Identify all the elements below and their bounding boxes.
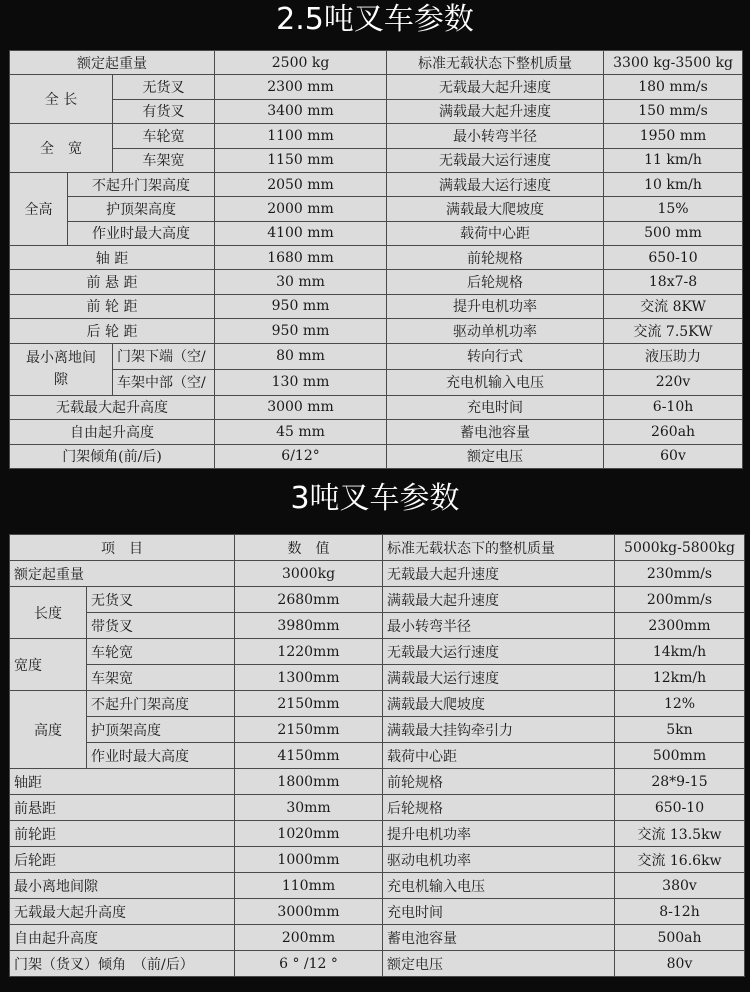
spec-label: 载荷中心距 [387, 221, 604, 245]
spec-label: 无载最大起升高度 [10, 899, 235, 925]
spec-value: 110mm [235, 873, 383, 899]
table-row [10, 613, 745, 639]
spec-value: 500ah [615, 925, 745, 951]
spec-value: 28*9-15 [615, 769, 745, 795]
spec-value: 8-12h [615, 899, 745, 925]
spec-label: 额定起重量 [10, 51, 215, 75]
table-row [10, 420, 743, 444]
spec-label: 前轮规格 [387, 246, 604, 270]
spec-value: 12km/h [615, 665, 745, 691]
spec-sublabel: 不起升门架高度 [87, 691, 235, 717]
spec-label: 无载最大运行速度 [383, 639, 615, 665]
spec-sublabel: 无货叉 [87, 587, 235, 613]
spec-value: 6-10h [604, 395, 743, 419]
spec-value: 15% [604, 197, 743, 221]
table-row [10, 743, 745, 769]
spec-label: 无载最大起升高度 [10, 395, 215, 419]
spec-value: 30 mm [215, 270, 387, 294]
spec-value: 200mm/s [615, 587, 745, 613]
spec-table-2-5t [9, 50, 742, 469]
spec-value: 交流 7.5KW [604, 319, 743, 343]
spec-sublabel: 不起升门架高度 [68, 172, 215, 196]
spec-label: 载荷中心距 [383, 743, 615, 769]
spec-label: 最小转弯半径 [383, 613, 615, 639]
spec-label: 额定起重量 [10, 561, 235, 587]
spec-value: 2000 mm [215, 197, 387, 221]
spec-label: 最小离地间隙 [10, 873, 235, 899]
spec-group-label: 高度 [10, 691, 87, 769]
table-row [10, 795, 745, 821]
spec-sublabel: 作业时最大高度 [68, 221, 215, 245]
spec-value: 3400 mm [215, 99, 387, 123]
spec-value: 3980mm [235, 613, 383, 639]
spec-label: 标准无载状态下的整机质量 [383, 535, 615, 561]
spec-value: 220v [604, 369, 743, 395]
table-header-row [10, 535, 745, 561]
spec-value: 3000kg [235, 561, 383, 587]
spec-value: 60v [604, 444, 743, 469]
spec-sublabel: 车轮宽 [113, 124, 215, 148]
spec-value: 4150mm [235, 743, 383, 769]
table-row [10, 246, 743, 270]
spec-label: 充电机输入电压 [383, 873, 615, 899]
table-row [10, 51, 743, 75]
table-row [10, 221, 743, 245]
spec-value: 2050 mm [215, 172, 387, 196]
spec-label: 蓄电池容量 [383, 925, 615, 951]
spec-value: 4100 mm [215, 221, 387, 245]
spec-group-label: 全高 [10, 172, 68, 245]
spec-label: 轴 距 [10, 246, 215, 270]
spec-value: 2150mm [235, 717, 383, 743]
table-row [10, 821, 745, 847]
spec-sublabel: 车轮宽 [87, 639, 235, 665]
spec-sublabel: 门架下端（空/ [113, 343, 215, 369]
spec-value: 3000 mm [215, 395, 387, 419]
spec-sublabel: 车架宽 [87, 665, 235, 691]
spec-group-label: 全 长 [10, 75, 113, 124]
spec-label: 满载最大爬坡度 [387, 197, 604, 221]
spec-label: 无载最大运行速度 [387, 148, 604, 172]
spec-label: 后 轮 距 [10, 319, 215, 343]
spec-label: 充电时间 [383, 899, 615, 925]
spec-group-label: 长度 [10, 587, 87, 639]
spec-value: 2150mm [235, 691, 383, 717]
spec-value: 6 ° /12 ° [235, 951, 383, 977]
spec-label: 满载最大起升速度 [383, 587, 615, 613]
spec-value: 650-10 [615, 795, 745, 821]
spec-label: 提升电机功率 [387, 294, 604, 318]
table-row [10, 395, 743, 419]
column-header-item: 项 目 [10, 535, 235, 561]
spec-sublabel: 有货叉 [113, 99, 215, 123]
spec-sublabel: 护顶架高度 [87, 717, 235, 743]
spec-value: 500 mm [604, 221, 743, 245]
table-row [10, 319, 743, 343]
table-row [10, 148, 743, 172]
spec-value: 130 mm [215, 369, 387, 395]
table-row [10, 75, 743, 99]
table-row [10, 951, 745, 977]
spec-sublabel: 无货叉 [113, 75, 215, 99]
spec-label: 门架（货叉）倾角 （前/后） [10, 951, 235, 977]
spec-label: 充电时间 [387, 395, 604, 419]
spec-value: 11 km/h [604, 148, 743, 172]
spec-value: 1300mm [235, 665, 383, 691]
spec-value: 交流 8KW [604, 294, 743, 318]
spec-value: 650-10 [604, 246, 743, 270]
spec-value: 80v [615, 951, 745, 977]
table-row [10, 587, 745, 613]
section2-banner [0, 476, 750, 522]
spec-label: 前 悬 距 [10, 270, 215, 294]
spec-value: 18x7-8 [604, 270, 743, 294]
table-row [10, 899, 745, 925]
spec-label: 门架倾角(前/后) [10, 444, 215, 469]
spec-label: 自由起升高度 [10, 925, 235, 951]
spec-sublabel: 车架宽 [113, 148, 215, 172]
spec-label: 后轮规格 [383, 795, 615, 821]
spec-label: 前轮规格 [383, 769, 615, 795]
table-row [10, 343, 743, 369]
section2-title: 3吨叉车参数 [290, 481, 460, 516]
table-row [10, 294, 743, 318]
spec-value: 230mm/s [615, 561, 745, 587]
table-row [10, 99, 743, 123]
spec-label: 额定电压 [387, 444, 604, 469]
spec-table-3t [9, 534, 744, 977]
spec-label: 后轮距 [10, 847, 235, 873]
spec-sublabel: 护顶架高度 [68, 197, 215, 221]
spec-value: 950 mm [215, 319, 387, 343]
spec-value: 2300 mm [215, 75, 387, 99]
spec-label: 无载最大起升速度 [383, 561, 615, 587]
spec-label: 无载最大起升速度 [387, 75, 604, 99]
spec-value: 1950 mm [604, 124, 743, 148]
spec-label: 转向行式 [387, 343, 604, 369]
spec-value: 1800mm [235, 769, 383, 795]
spec-group-label: 最小离地间隙 [10, 343, 113, 395]
spec-label: 前轮距 [10, 821, 235, 847]
spec-value: 5kn [615, 717, 745, 743]
table-row [10, 925, 745, 951]
table-row [10, 124, 743, 148]
spec-group-label: 全 宽 [10, 124, 113, 173]
spec-label: 满载最大运行速度 [383, 665, 615, 691]
table-row [10, 639, 745, 665]
spec-value: 2500 kg [215, 51, 387, 75]
spec-label: 额定电压 [383, 951, 615, 977]
spec-label: 蓄电池容量 [387, 420, 604, 444]
spec-sublabel: 车架中部（空/ [113, 369, 215, 395]
spec-label: 满载最大起升速度 [387, 99, 604, 123]
table-row [10, 172, 743, 196]
spec-value: 260ah [604, 420, 743, 444]
spec-value: 3000mm [235, 899, 383, 925]
spec-group-label: 宽度 [10, 639, 87, 691]
spec-value: 200mm [235, 925, 383, 951]
column-header-value: 数 值 [235, 535, 383, 561]
spec-label: 标准无载状态下整机质量 [387, 51, 604, 75]
spec-value: 交流 13.5kw [615, 821, 745, 847]
table-row [10, 561, 745, 587]
table-row [10, 847, 745, 873]
table-row [10, 270, 743, 294]
spec-value: 5000kg-5800kg [615, 535, 745, 561]
table-row [10, 691, 745, 717]
spec-value: 3300 kg-3500 kg [604, 51, 743, 75]
section1-title: 2.5吨叉车参数 [276, 2, 474, 37]
table-row [10, 769, 745, 795]
spec-label: 最小转弯半径 [387, 124, 604, 148]
table-row [10, 717, 745, 743]
spec-value: 1100 mm [215, 124, 387, 148]
spec-value: 1680 mm [215, 246, 387, 270]
spec-label: 自由起升高度 [10, 420, 215, 444]
spec-sublabel: 作业时最大高度 [87, 743, 235, 769]
spec-value: 2300mm [615, 613, 745, 639]
spec-label: 满载最大爬坡度 [383, 691, 615, 717]
spec-value: 6/12° [215, 444, 387, 469]
spec-value: 45 mm [215, 420, 387, 444]
spec-value: 1020mm [235, 821, 383, 847]
spec-value: 液压助力 [604, 343, 743, 369]
spec-value: 30mm [235, 795, 383, 821]
spec-label: 满载最大运行速度 [387, 172, 604, 196]
spec-label: 前 轮 距 [10, 294, 215, 318]
spec-value: 180 mm/s [604, 75, 743, 99]
spec-label: 满载最大挂钩牵引力 [383, 717, 615, 743]
spec-label: 充电机输入电压 [387, 369, 604, 395]
table-row [10, 444, 743, 469]
spec-value: 10 km/h [604, 172, 743, 196]
spec-label: 轴距 [10, 769, 235, 795]
spec-sublabel: 带货叉 [87, 613, 235, 639]
spec-value: 80 mm [215, 343, 387, 369]
table-row [10, 369, 743, 395]
spec-label: 前悬距 [10, 795, 235, 821]
table-row [10, 873, 745, 899]
spec-value: 500mm [615, 743, 745, 769]
spec-value: 交流 16.6kw [615, 847, 745, 873]
spec-value: 1150 mm [215, 148, 387, 172]
spec-label: 驱动电机功率 [383, 847, 615, 873]
spec-value: 1220mm [235, 639, 383, 665]
table-row [10, 665, 745, 691]
spec-label: 后轮规格 [387, 270, 604, 294]
spec-value: 1000mm [235, 847, 383, 873]
spec-value: 950 mm [215, 294, 387, 318]
spec-value: 150 mm/s [604, 99, 743, 123]
spec-label: 驱动单机功率 [387, 319, 604, 343]
spec-value: 380v [615, 873, 745, 899]
spec-value: 12% [615, 691, 745, 717]
spec-label: 提升电机功率 [383, 821, 615, 847]
table-row [10, 197, 743, 221]
spec-value: 14km/h [615, 639, 745, 665]
spec-value: 2680mm [235, 587, 383, 613]
section1-banner [0, 2, 750, 38]
